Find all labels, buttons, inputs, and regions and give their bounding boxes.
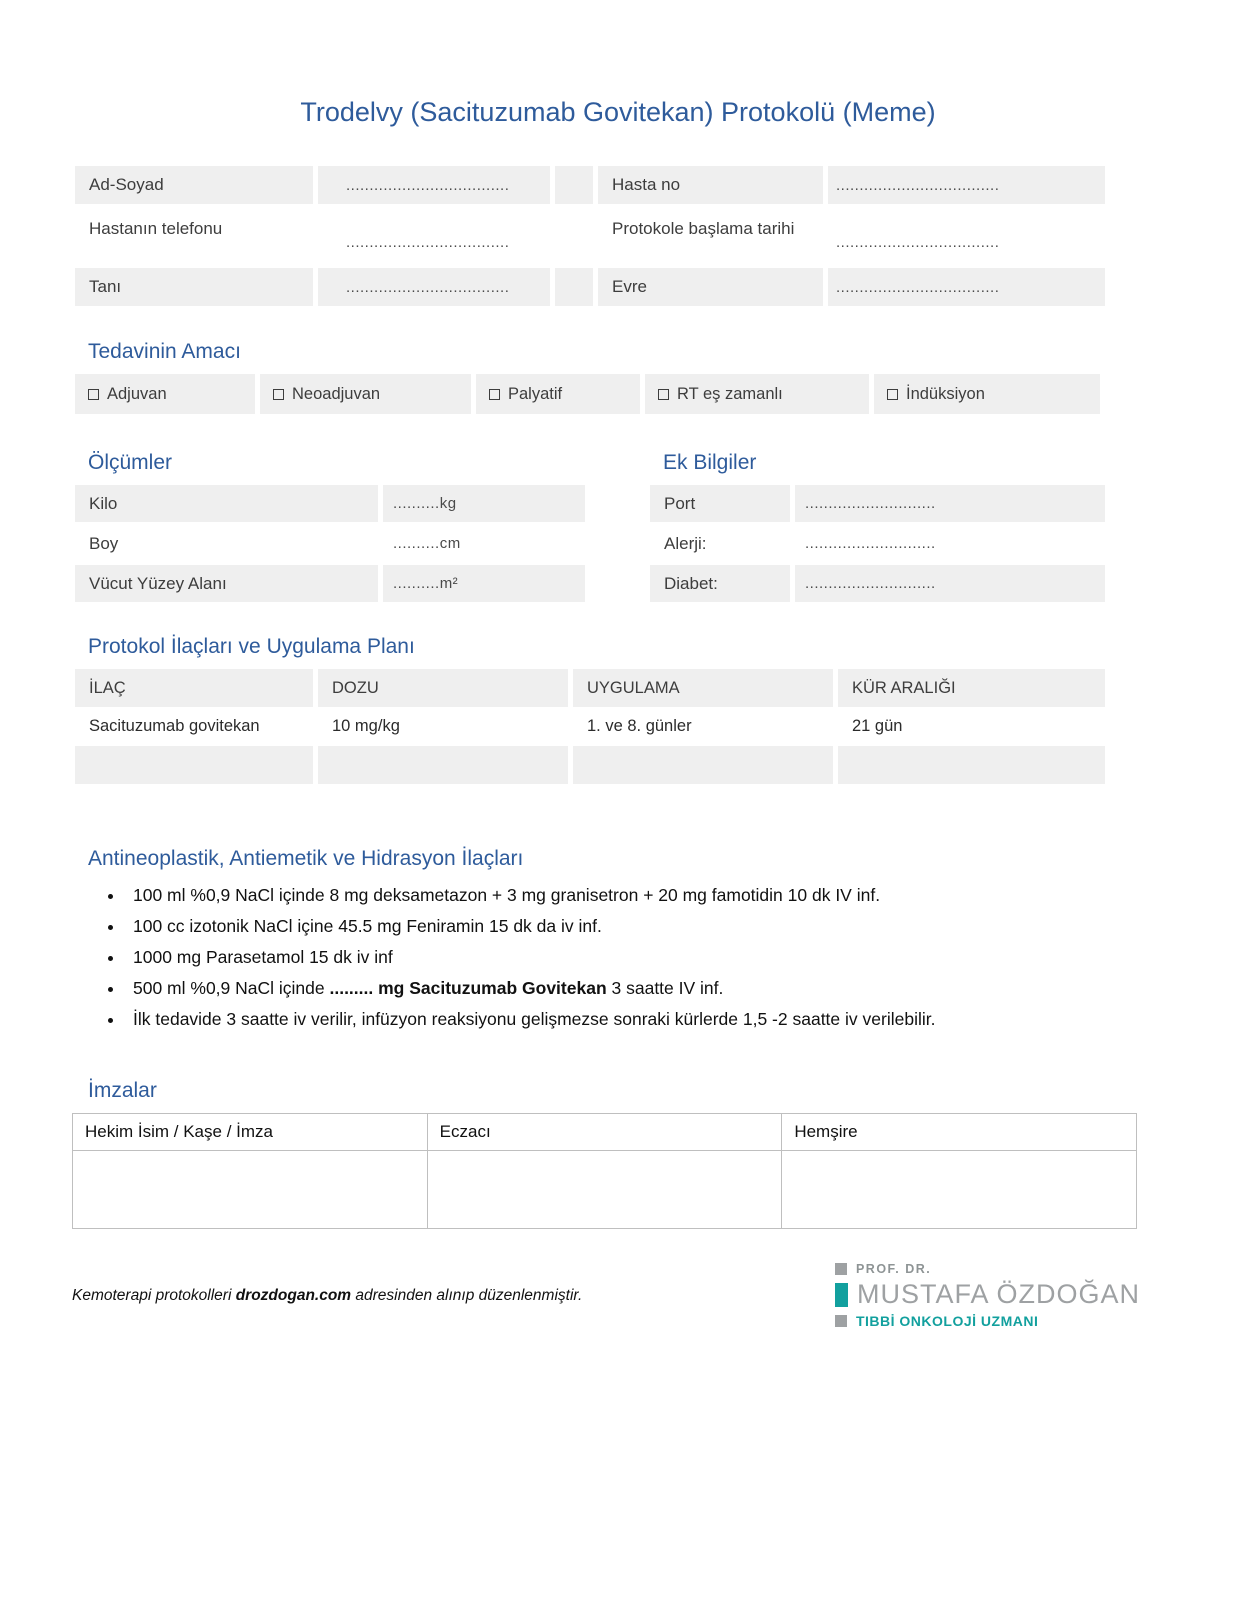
signatures-table [72, 1113, 1137, 1229]
section-heading-olcumler: Ölçümler [88, 451, 173, 474]
list-item-text: 500 ml %0,9 NaCl içinde [133, 978, 330, 998]
footer-note-text: adresinden alınıp düzenlenmiştir. [351, 1286, 583, 1304]
drug-cell-application: 1. ve 8. günler [573, 710, 833, 743]
signature-cell-eczaci [427, 1151, 782, 1229]
checkbox-neoadjuvan[interactable] [260, 374, 471, 414]
checkbox-label: RT eş zamanlı [677, 384, 783, 403]
logo-row [835, 1262, 1140, 1276]
signature-cell-hemsire [782, 1151, 1137, 1229]
list-item [125, 1009, 1105, 1029]
logo-doctor-name: MUSTAFA ÖZDOĞAN [856, 1279, 1140, 1309]
footer-note-domain: drozdogan.com [235, 1286, 352, 1304]
measure-label-vucut-yuzey-alani: Vücut Yüzey Alanı [75, 565, 378, 602]
measure-value-vucut-yuzey-alani [383, 565, 585, 602]
checkbox-label: İndüksiyon [906, 384, 985, 403]
section-heading-protokol-ilaclari: Protokol İlaçları ve Uygulama Planı [88, 635, 415, 658]
drug-cell-name: Sacituzumab govitekan [75, 710, 313, 743]
list-item-text: İlk tedavide 3 saatte iv verilir, infüzyon reaksiyonu gelişmezse sonraki kürlerde 1,5 -2 saatte iv verilebilir. [133, 1009, 936, 1029]
drug-cell-interval: 21 gün [838, 710, 1105, 743]
measurements-table [75, 485, 585, 602]
checkbox-induksiyon[interactable] [874, 374, 1100, 414]
checkbox-icon[interactable] [489, 389, 500, 400]
measure-dots: .......... [393, 495, 440, 512]
extra-value-port: ............................ [795, 485, 1105, 522]
drug-col-header-kur-araligi: KÜR ARALIĞI [838, 669, 1105, 707]
checkbox-label: Adjuvan [107, 384, 167, 403]
extra-info-table [650, 485, 1105, 602]
spacer-cell [555, 268, 593, 306]
signature-col-hemsire: Hemşire [782, 1114, 1137, 1151]
section-heading-antineoplastik: Antineoplastik, Antiemetik ve Hidrasyon İlaçları [88, 847, 524, 870]
field-label-evre: Evre [598, 268, 823, 306]
field-value-evre: ................................... [828, 268, 1105, 306]
measure-unit: cm [439, 535, 461, 552]
measure-label-kilo: Kilo [75, 485, 378, 522]
footer-note-text: Kemoterapi protokolleri [72, 1286, 236, 1304]
protocol-drugs-table [75, 669, 1105, 784]
section-heading-tedavinin-amaci: Tedavinin Amacı [88, 340, 241, 363]
checkbox-icon[interactable] [88, 389, 99, 400]
logo-title-prefix: PROF. DR. [855, 1262, 932, 1276]
signature-cell-hekim [73, 1151, 428, 1229]
protocol-drugs-section [75, 635, 1105, 784]
measure-unit: kg [439, 495, 457, 512]
drug-cell-dose: 10 mg/kg [318, 710, 568, 743]
checkbox-icon[interactable] [273, 389, 284, 400]
checkbox-icon[interactable] [887, 389, 898, 400]
logo-square-icon [835, 1263, 847, 1275]
extra-label-diabet: Diabet: [650, 565, 790, 602]
document-body [75, 166, 1105, 1229]
extra-value-alerji: ............................ [795, 525, 1105, 562]
checkbox-rt-es-zamanli[interactable] [645, 374, 869, 414]
drug-cell-empty [318, 746, 568, 784]
spacer-cell [555, 166, 593, 204]
checkbox-label: Neoadjuvan [292, 384, 381, 403]
field-label-tani: Tanı [75, 268, 313, 306]
field-value-baslama-tarihi: ................................... [828, 213, 1105, 259]
field-label-ad-soyad: Ad-Soyad [75, 166, 313, 204]
extra-value-diabet: ............................ [795, 565, 1105, 602]
drug-col-header-dozu: DOZU [318, 669, 568, 707]
field-value-hasta-no: ................................... [828, 166, 1105, 204]
logo-square-icon [835, 1315, 847, 1327]
section-heading-ek-bilgiler: Ek Bilgiler [663, 451, 757, 474]
footer-note [72, 1287, 582, 1305]
list-item-bold: ......... mg Sacituzumab Govitekan [329, 978, 607, 998]
measurements-section [75, 451, 1105, 602]
drug-cell-empty [838, 746, 1105, 784]
checkbox-palyatif[interactable] [476, 374, 640, 414]
measure-dots: .......... [393, 535, 440, 552]
logo-square-icon [835, 1283, 848, 1307]
drug-col-header-ilac: İLAÇ [75, 669, 313, 707]
list-item-text: 100 cc izotonik NaCl içine 45.5 mg Feniramin 15 dk da iv inf. [133, 916, 602, 936]
field-value-tani: ................................... [318, 268, 550, 306]
extra-label-port: Port [650, 485, 790, 522]
checkbox-adjuvan[interactable] [75, 374, 255, 414]
measure-dots: .......... [393, 575, 440, 592]
patient-info-table [75, 166, 1105, 306]
signature-col-hekim: Hekim İsim / Kaşe / İmza [73, 1114, 428, 1151]
list-item [125, 916, 1105, 936]
field-label-telefon: Hastanın telefonu [75, 213, 313, 259]
spacer-cell [555, 213, 593, 259]
checkbox-icon[interactable] [658, 389, 669, 400]
treatment-purpose-section [75, 340, 1105, 414]
list-item [125, 885, 1105, 905]
signatures-section [75, 1079, 1105, 1229]
list-item-text: 3 saatte IV inf. [606, 978, 724, 998]
list-item-text: 1000 mg Parasetamol 15 dk iv inf [133, 947, 393, 967]
measure-unit: m² [439, 575, 459, 592]
list-item [125, 947, 1105, 967]
field-value-ad-soyad: ................................... [318, 166, 550, 204]
checkbox-label: Palyatif [508, 384, 563, 403]
logo-row [835, 1313, 1140, 1329]
footer [72, 1262, 1164, 1329]
measure-value-kilo [383, 485, 585, 522]
section-heading-imzalar: İmzalar [88, 1079, 157, 1102]
logo-row [835, 1279, 1140, 1310]
list-item [125, 978, 1105, 998]
page-title: Trodelvy (Sacituzumab Govitekan) Protokolü (Meme) [300, 97, 936, 127]
signature-col-eczaci: Eczacı [427, 1114, 782, 1151]
measure-value-boy [383, 525, 585, 562]
field-label-hasta-no: Hasta no [598, 166, 823, 204]
list-item-text: 100 ml %0,9 NaCl içinde 8 mg deksametazon + 3 mg granisetron + 20 mg famotidin 10 dk IV inf. [133, 885, 881, 905]
field-label-baslama-tarihi: Protokole başlama tarihi [598, 213, 823, 259]
extra-label-alerji: Alerji: [650, 525, 790, 562]
doctor-logo [835, 1262, 1140, 1329]
drug-col-header-uygulama: UYGULAMA [573, 669, 833, 707]
purpose-options-row [75, 374, 1105, 414]
medications-section [75, 847, 1105, 1029]
logo-specialty: TIBBİ ONKOLOJİ UZMANI [855, 1313, 1039, 1329]
drug-cell-empty [75, 746, 313, 784]
field-value-telefon: ................................... [318, 213, 550, 259]
drug-cell-empty [573, 746, 833, 784]
medications-list [75, 885, 1105, 1029]
measure-label-boy: Boy [75, 525, 378, 562]
